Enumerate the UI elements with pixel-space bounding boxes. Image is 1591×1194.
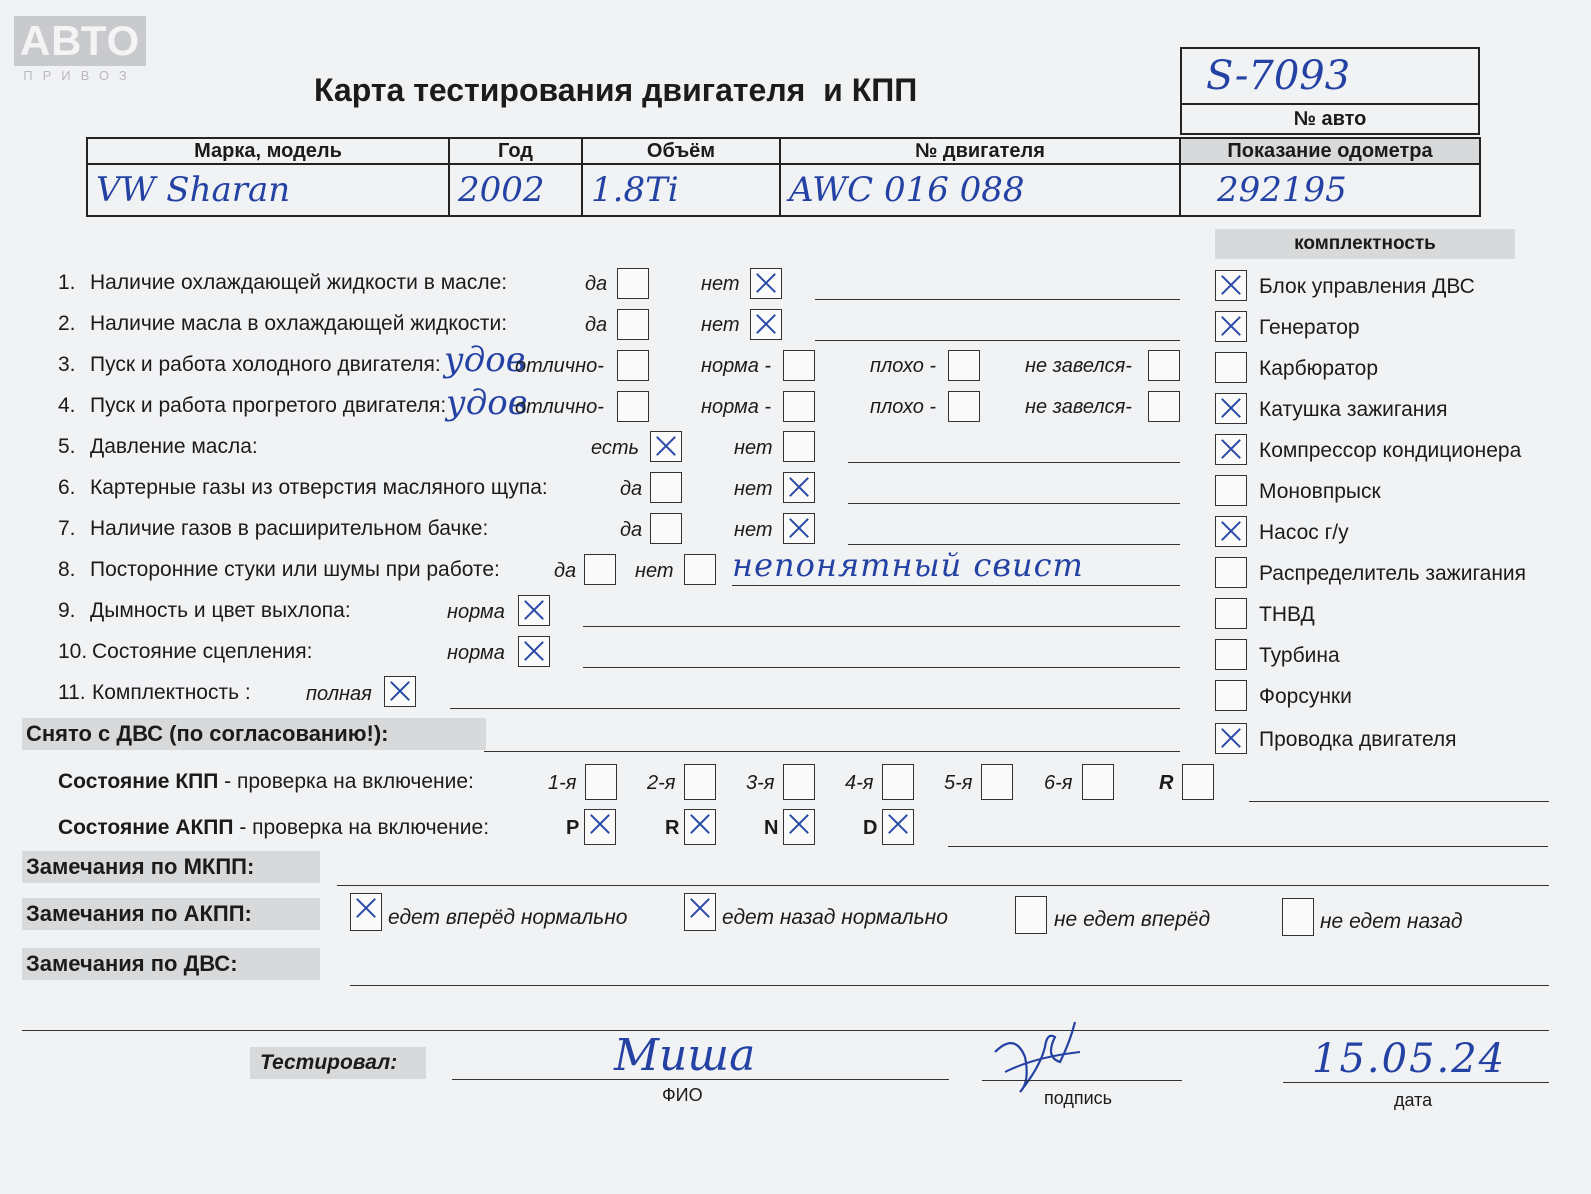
q8-yes-checkbox[interactable] — [584, 554, 616, 585]
logo — [14, 16, 146, 83]
kpp-gear-4-checkbox[interactable] — [882, 764, 914, 800]
q11-number: 11. — [58, 681, 86, 704]
header-model: Марка, модель — [87, 138, 449, 164]
kpp-label-text: - проверка на включение: — [218, 770, 474, 793]
q6-number: 6. — [58, 476, 76, 499]
tested-by-label — [250, 1047, 426, 1079]
q2-yes-checkbox[interactable] — [617, 309, 649, 340]
fio-label: ФИО — [662, 1085, 703, 1105]
q3-opt-normal: норма - — [701, 355, 772, 377]
remarks-dvs-line — [350, 985, 1549, 986]
q7-yes-checkbox[interactable] — [650, 513, 682, 544]
q5-yes-checkbox[interactable] — [650, 431, 682, 462]
value-odometer: 292195 — [1180, 164, 1480, 216]
q9-number: 9. — [58, 599, 76, 622]
q3-normal-checkbox[interactable] — [783, 350, 815, 381]
q10-line — [583, 667, 1180, 668]
kpp-gear-4: 4-я — [845, 772, 874, 794]
q8-opt-yes: да — [554, 560, 577, 582]
q5-opt-yes: есть — [591, 437, 640, 459]
header-odometer: Показание одометра — [1180, 138, 1480, 164]
logo-sub: ПРИВОЗ — [23, 68, 137, 83]
kpp-gear-5: 5-я — [944, 772, 973, 794]
cmp-label-8: Распределитель зажигания — [1259, 562, 1527, 585]
q10-text: Состояние сцепления: — [92, 640, 313, 663]
page-title: Карта тестирования двигателя и КПП — [314, 72, 918, 108]
kpp-gear-1: 1-я — [548, 772, 577, 794]
kpp-gear-3: 3-я — [746, 772, 775, 794]
akpp-mode-d: D — [863, 817, 878, 839]
q2-opt-no: нет — [701, 314, 740, 336]
q3-opt-excellent: отлично- — [515, 355, 604, 377]
q1-text: Наличие охлаждающей жидкости в масле: — [90, 271, 508, 294]
q4-excellent-checkbox[interactable] — [617, 391, 649, 422]
header-volume: Объём — [582, 138, 780, 164]
akpp-no-reverse-label: не едет назад — [1320, 910, 1463, 933]
cmp-label-9: ТНВД — [1259, 603, 1315, 626]
kpp-gear-6-checkbox[interactable] — [1082, 764, 1114, 800]
car-number-box — [1180, 47, 1480, 135]
cmp-checkbox-6[interactable] — [1215, 475, 1247, 506]
cmp-checkbox-4[interactable] — [1215, 393, 1247, 424]
remarks-mkpp-label: Замечания по МКПП: — [22, 851, 320, 883]
q4-bad-checkbox[interactable] — [948, 391, 980, 422]
q4-normal-checkbox[interactable] — [783, 391, 815, 422]
cmp-checkbox-11[interactable] — [1215, 680, 1247, 711]
q2-number: 2. — [58, 312, 76, 335]
q4-nostart-checkbox[interactable] — [1148, 391, 1180, 422]
value-year: 2002 — [449, 164, 582, 216]
akpp-mode-d-checkbox[interactable] — [882, 809, 914, 845]
cmp-checkbox-12[interactable] — [1215, 723, 1247, 754]
cmp-label-1: Блок управления ДВС — [1259, 275, 1475, 298]
cmp-label-2: Генератор — [1259, 316, 1360, 339]
q10-opt-norm: норма — [447, 642, 505, 664]
kpp-gear-5-checkbox[interactable] — [981, 764, 1013, 800]
signature-line — [982, 1080, 1182, 1081]
q7-line — [848, 544, 1180, 545]
akpp-label — [58, 816, 489, 840]
cmp-checkbox-1[interactable] — [1215, 270, 1247, 301]
kpp-label-bold: Состояние КПП — [58, 770, 219, 793]
q1-number: 1. — [58, 271, 76, 294]
q4-opt-bad: плохо - — [870, 396, 937, 418]
q4-text: Пуск и работа прогретого двигателя: — [90, 394, 447, 417]
value-model: VW Sharan — [87, 164, 449, 216]
q7-opt-yes: да — [620, 519, 643, 541]
q4-opt-nostart: не завелся- — [1025, 396, 1132, 418]
fio-line — [452, 1079, 949, 1080]
q8-handwritten: непонятный свист — [732, 546, 1084, 584]
q4-opt-normal: норма - — [701, 396, 772, 418]
cmp-label-4: Катушка зажигания — [1259, 398, 1448, 421]
q3-number: 3. — [58, 353, 76, 376]
akpp-mode-r: R — [665, 817, 680, 839]
q7-no-checkbox[interactable] — [783, 513, 815, 544]
kpp-label — [58, 770, 474, 794]
cmp-checkbox-8[interactable] — [1215, 557, 1247, 588]
q3-nostart-checkbox[interactable] — [1148, 350, 1180, 381]
kpp-gear-3-checkbox[interactable] — [783, 764, 815, 800]
q10-norm-checkbox[interactable] — [518, 636, 550, 667]
akpp-mode-n: N — [764, 817, 779, 839]
cmp-label-12: Проводка двигателя — [1259, 728, 1457, 751]
q6-no-checkbox[interactable] — [783, 472, 815, 503]
q5-number: 5. — [58, 435, 76, 458]
q11-text: Комплектность : — [92, 681, 251, 704]
cmp-checkbox-3[interactable] — [1215, 352, 1247, 383]
kpp-gear-1-checkbox[interactable] — [585, 764, 617, 800]
akpp-mode-n-checkbox[interactable] — [783, 809, 815, 845]
header-engine-no: № двигателя — [780, 138, 1180, 164]
q1-opt-no: нет — [701, 273, 740, 295]
value-volume: 1.8Ti — [582, 164, 780, 216]
remarks-dvs-line-2 — [22, 1030, 1549, 1031]
cmp-checkbox-2[interactable] — [1215, 311, 1247, 342]
test-date: 15.05.24 — [1312, 1036, 1507, 1082]
q9-line — [583, 626, 1180, 627]
q8-opt-no: нет — [635, 560, 674, 582]
q10-number: 10. — [58, 640, 88, 663]
akpp-forward-ok-label: едет вперёд нормально — [388, 906, 628, 929]
q11-full-checkbox[interactable] — [384, 676, 416, 707]
q8-number: 8. — [58, 558, 76, 581]
kpp-gear-r: R — [1159, 772, 1174, 794]
akpp-forward-ok-checkbox[interactable] — [350, 893, 382, 931]
cmp-label-7: Насос г/у — [1259, 521, 1349, 544]
akpp-label-text: - проверка на включение: — [233, 816, 490, 839]
akpp-mode-p: P — [566, 817, 580, 839]
akpp-no-forward-checkbox[interactable] — [1015, 896, 1047, 934]
q1-opt-yes: да — [585, 273, 608, 295]
cmp-label-11: Форсунки — [1259, 685, 1352, 708]
q1-yes-checkbox[interactable] — [617, 268, 649, 299]
q3-text: Пуск и работа холодного двигателя: — [90, 353, 441, 376]
q1-line — [815, 299, 1180, 300]
cmp-label-5: Компрессор кондиционера — [1259, 439, 1522, 462]
q3-opt-nostart: не завелся- — [1025, 355, 1132, 377]
q11-line — [450, 708, 1180, 709]
cmp-checkbox-7[interactable] — [1215, 516, 1247, 547]
akpp-no-forward-label: не едет вперёд — [1054, 908, 1211, 931]
akpp-label-bold: Состояние АКПП — [58, 816, 234, 839]
q2-no-checkbox[interactable] — [750, 309, 782, 340]
completeness-title: комплектность — [1215, 229, 1515, 259]
q2-opt-yes: да — [585, 314, 608, 336]
q5-no-checkbox[interactable] — [783, 431, 815, 462]
q5-line — [848, 462, 1180, 463]
akpp-reverse-ok-checkbox[interactable] — [684, 893, 716, 931]
kpp-gear-2-checkbox[interactable] — [684, 764, 716, 800]
q7-text: Наличие газов в расширительном бачке: — [90, 517, 489, 540]
q9-opt-norm: норма — [447, 601, 505, 623]
q5-text: Давление масла: — [90, 435, 258, 458]
q5-opt-no: нет — [734, 437, 773, 459]
remarks-akpp-label: Замечания по АКПП: — [22, 898, 320, 930]
kpp-gear-6: 6-я — [1044, 772, 1073, 794]
logo-main: АВТО — [14, 16, 146, 66]
q4-number: 4. — [58, 394, 76, 417]
date-line — [1283, 1082, 1549, 1083]
cmp-label-10: Турбина — [1259, 644, 1340, 667]
kpp-gear-r-checkbox[interactable] — [1182, 764, 1214, 800]
q4-opt-excellent: отлично- — [515, 396, 604, 418]
tested-by-text: Тестировал: — [260, 1051, 398, 1074]
cmp-checkbox-5[interactable] — [1215, 434, 1247, 465]
tester-name: Миша — [614, 1030, 756, 1081]
cmp-checkbox-10[interactable] — [1215, 639, 1247, 670]
q6-opt-no: нет — [734, 478, 773, 500]
removed-label: Снято с ДВС (по согласованию!): — [22, 718, 486, 750]
q6-line — [848, 503, 1180, 504]
removed-line — [484, 751, 1180, 752]
remarks-mkpp-line — [337, 885, 1549, 886]
q6-text: Картерные газы из отверстия масляного щупа: — [90, 476, 548, 499]
q2-line — [815, 340, 1180, 341]
vehicle-table — [86, 137, 1481, 217]
signature-label: подпись — [1044, 1088, 1113, 1108]
q3-handwritten: удов — [444, 340, 526, 380]
q9-norm-checkbox[interactable] — [518, 595, 550, 626]
remarks-dvs-label: Замечания по ДВС: — [22, 948, 320, 980]
q9-text: Дымность и цвет выхлопа: — [90, 599, 351, 622]
q3-excellent-checkbox[interactable] — [617, 350, 649, 381]
value-engine-no: AWC 016 088 — [780, 164, 1180, 216]
q7-opt-no: нет — [734, 519, 773, 541]
q4-handwritten: удов — [446, 383, 528, 423]
q8-line — [732, 585, 1180, 586]
q8-text: Посторонние стуки или шумы при работе: — [90, 558, 500, 581]
cmp-checkbox-9[interactable] — [1215, 598, 1247, 629]
akpp-line — [948, 846, 1548, 847]
q2-text: Наличие масла в охлаждающей жидкости: — [90, 312, 508, 335]
q1-no-checkbox[interactable] — [750, 268, 782, 299]
q7-number: 7. — [58, 517, 76, 540]
q3-bad-checkbox[interactable] — [948, 350, 980, 381]
akpp-no-reverse-checkbox[interactable] — [1282, 898, 1314, 936]
car-number-value: S-7093 — [1206, 53, 1351, 99]
date-label: дата — [1394, 1090, 1433, 1110]
q8-no-checkbox[interactable] — [684, 554, 716, 585]
q6-opt-yes: да — [620, 478, 643, 500]
akpp-mode-r-checkbox[interactable] — [684, 809, 716, 845]
cmp-label-3: Карбюратор — [1259, 357, 1379, 380]
kpp-gear-2: 2-я — [647, 772, 676, 794]
car-number-label: № авто — [1182, 103, 1478, 133]
akpp-mode-p-checkbox[interactable] — [584, 809, 616, 845]
akpp-reverse-ok-label: едет назад нормально — [722, 906, 948, 929]
q6-yes-checkbox[interactable] — [650, 472, 682, 503]
q3-opt-bad: плохо - — [870, 355, 937, 377]
q11-opt-full: полная — [306, 683, 372, 705]
kpp-line — [1249, 801, 1549, 802]
header-year: Год — [449, 138, 582, 164]
cmp-label-6: Моновпрыск — [1259, 480, 1381, 503]
